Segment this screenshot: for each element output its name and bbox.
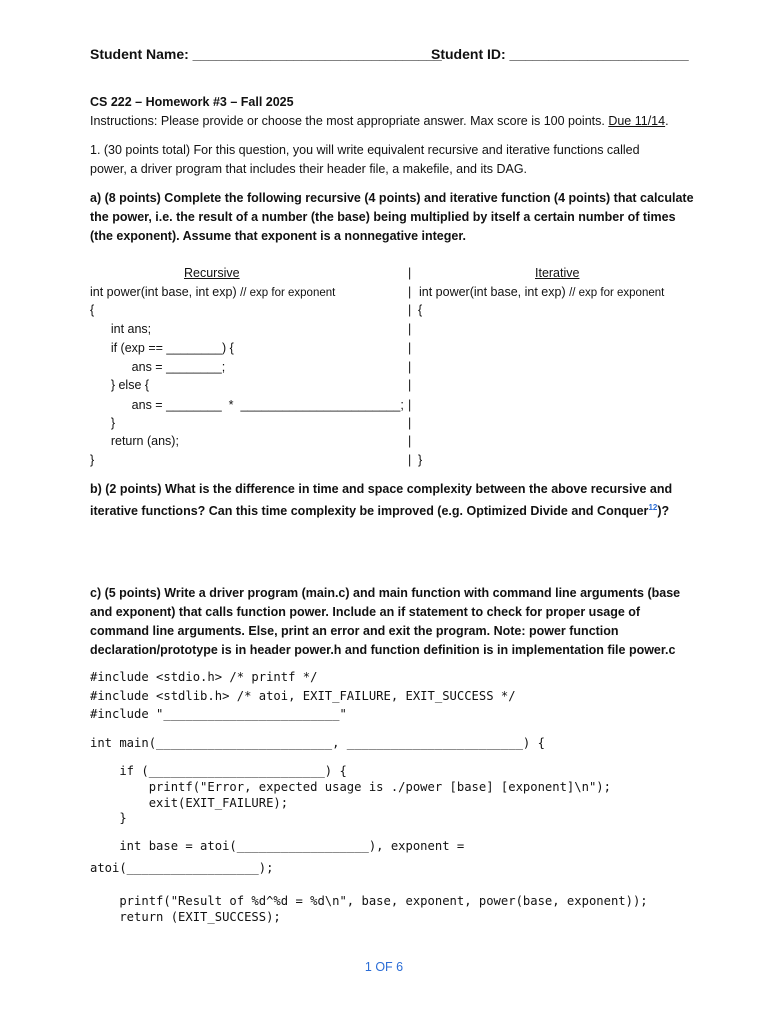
question-c-line-4: declaration/prototype is in header power.h and function definition is in implementation file power.c: [90, 643, 676, 657]
question-a-line-1: a) (8 points) Complete the following recursive (4 points) and iterative function (4 points) that calculate: [90, 191, 694, 205]
column-divider: |: [408, 322, 412, 336]
recursive-code-line: if (exp == ________) {: [90, 341, 234, 355]
question-c-line-2: and exponent) that calls function power. Include an if statement to check for proper usage of: [90, 605, 641, 619]
column-divider: |: [408, 341, 412, 355]
instructions: [90, 113, 669, 129]
question-a-line-2: the power, i.e. the result of a number (the base) being multiplied by itself a certain number of times: [90, 210, 676, 224]
instructions-end: .: [665, 114, 669, 128]
student-name-field: Student Name: ________________________________: [90, 46, 442, 62]
recursive-code-line: ans = ________ * _______________________;: [90, 398, 404, 412]
question-c-line-3: command line arguments. Else, print an error and exit the program. Note: power function: [90, 624, 619, 638]
student-id-field: Student ID: _______________________: [431, 46, 689, 62]
recursive-code-line: }: [90, 416, 116, 430]
recursive-code-line: {: [90, 303, 95, 317]
question-b-end: )?: [657, 504, 670, 519]
column-divider: |: [408, 303, 412, 317]
question-c-line-1: c) (5 points) Write a driver program (main.c) and main function with command line arguments (base: [90, 586, 681, 600]
code-line: atoi(__________________);: [90, 861, 274, 875]
page-number: 1 OF 6: [364, 960, 404, 974]
recursive-code-line: } else {: [90, 378, 150, 392]
code-line: }: [90, 811, 127, 825]
instructions-text: Instructions: Please provide or choose the most appropriate answer. Max score is 100 points.: [90, 114, 609, 128]
column-divider: |: [408, 453, 412, 467]
question-b-line-2: [90, 500, 669, 519]
iterative-heading: Iterative: [535, 266, 580, 280]
iterative-open-brace: {: [418, 303, 423, 317]
code-line: #include "________________________": [90, 707, 347, 721]
code-line: if (________________________) {: [90, 764, 347, 778]
question-1-line-1: 1. (30 points total) For this question, you will write equivalent recursive and iterative functions called: [90, 143, 640, 157]
recursive-code-line: ans = ________;: [90, 360, 226, 374]
recursive-code-line: return (ans);: [90, 434, 179, 448]
column-divider: |: [408, 285, 412, 299]
code-line: int main(________________________, ________________________) {: [90, 736, 545, 750]
iterative-signature-text: int power(int base, int exp): [419, 285, 570, 299]
recursive-signature-comment: // exp for exponent: [240, 287, 336, 299]
footnote-reference[interactable]: 12: [648, 503, 658, 512]
iterative-signature-comment: // exp for exponent: [569, 287, 665, 299]
code-line: #include <stdlib.h> /* atoi, EXIT_FAILURE, EXIT_SUCCESS */: [90, 689, 516, 703]
question-a-line-3: (the exponent). Assume that exponent is a nonnegative integer.: [90, 229, 466, 243]
column-divider: |: [408, 434, 412, 448]
due-date: Due 11/14: [608, 114, 666, 128]
homework-title: CS 222 – Homework #3 – Fall 2025: [90, 95, 294, 109]
code-line: int base = atoi(__________________), exponent =: [90, 839, 465, 853]
code-line: printf("Result of %d^%d = %d\n", base, exponent, power(base, exponent));: [90, 894, 648, 908]
column-divider: |: [408, 398, 412, 412]
question-1-line-2: power, a driver program that includes their header file, a makefile, and its DAG.: [90, 162, 528, 176]
iterative-close-brace: }: [418, 453, 423, 467]
question-b-text: iterative functions? Can this time complexity be improved (e.g. Optimized Divide and Conquer: [90, 504, 649, 519]
recursive-heading: Recursive: [184, 266, 240, 280]
recursive-code-line: }: [90, 453, 95, 467]
recursive-signature: [90, 284, 335, 301]
recursive-signature-text: int power(int base, int exp): [90, 285, 241, 299]
column-divider: |: [408, 266, 412, 280]
column-divider: |: [408, 360, 412, 374]
code-line: #include <stdio.h> /* printf */: [90, 670, 318, 684]
code-line: printf("Error, expected usage is ./power [base] [exponent]\n");: [90, 780, 611, 794]
column-divider: |: [408, 416, 412, 430]
code-line: return (EXIT_SUCCESS);: [90, 910, 281, 924]
code-line: exit(EXIT_FAILURE);: [90, 796, 289, 810]
recursive-code-line: int ans;: [90, 322, 152, 336]
question-b-line-1: b) (2 points) What is the difference in time and space complexity between the above recursive and: [90, 482, 673, 496]
column-divider: |: [408, 378, 412, 392]
iterative-signature: [419, 284, 664, 301]
